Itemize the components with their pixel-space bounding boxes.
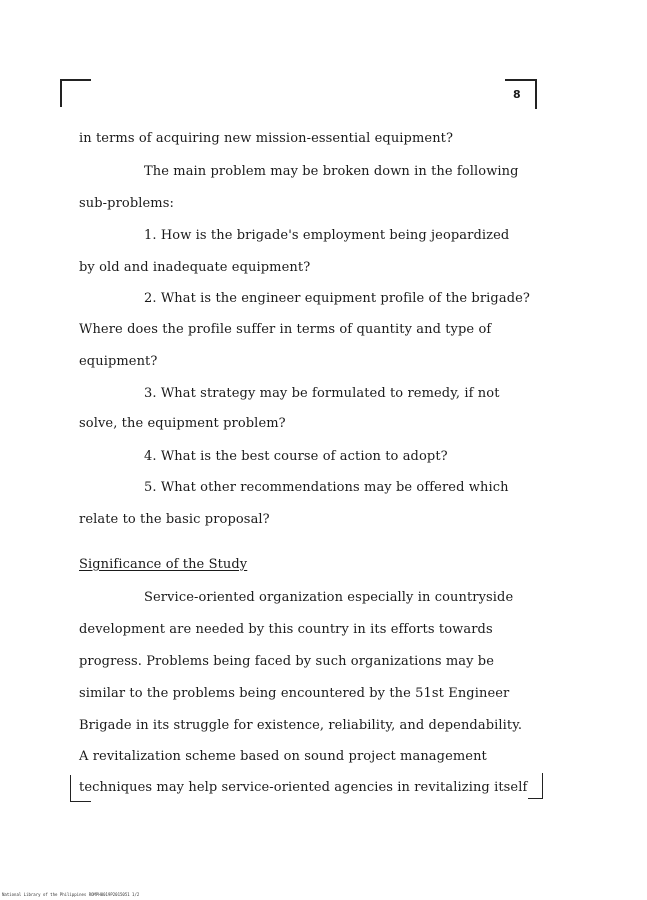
text-line: sub-problems:: [79, 196, 174, 211]
text-line: 4. What is the best course of action to adopt?: [144, 449, 448, 464]
text-line: solve, the equipment problem?: [79, 416, 286, 431]
text-line: 3. What strategy may be formulated to remedy, if not: [144, 386, 500, 401]
crop-mark-bottom-right: [528, 773, 543, 799]
text-line: Brigade in its struggle for existence, reliability, and dependability.: [79, 718, 523, 733]
text-line: development are needed by this country in its efforts towards: [79, 622, 493, 637]
text-line: by old and inadequate equipment?: [79, 260, 311, 275]
crop-mark-top-right: [505, 79, 537, 109]
text-line: Service-oriented organization especially in countryside: [144, 590, 514, 605]
footer-credit: National Library of the Philippines ROMPH0019P2015051 1/2: [2, 892, 140, 897]
text-line: progress. Problems being faced by such organizations may be: [79, 654, 495, 669]
crop-mark-top-left: [60, 79, 91, 107]
text-line: similar to the problems being encountered by the 51st Engineer: [79, 686, 510, 701]
text-line: relate to the basic proposal?: [79, 512, 270, 527]
text-line: equipment?: [79, 354, 158, 369]
text-line: in terms of acquiring new mission-essential equipment?: [79, 131, 454, 146]
text-line: techniques may help service-oriented agencies in revitalizing itself: [79, 780, 528, 795]
text-line: A revitalization scheme based on sound project management: [79, 749, 487, 764]
text-line: The main problem may be broken down in the following: [144, 164, 519, 179]
text-line: 2. What is the engineer equipment profile of the brigade?: [144, 291, 530, 306]
page-number: 8: [513, 88, 521, 101]
text-line: 5. What other recommendations may be offered which: [144, 480, 509, 495]
text-line: Where does the profile suffer in terms of quantity and type of: [79, 322, 492, 337]
text-line: 1. How is the brigade's employment being jeopardized: [144, 228, 510, 243]
crop-mark-bottom-left: [70, 775, 91, 802]
section-heading: Significance of the Study: [79, 557, 248, 572]
